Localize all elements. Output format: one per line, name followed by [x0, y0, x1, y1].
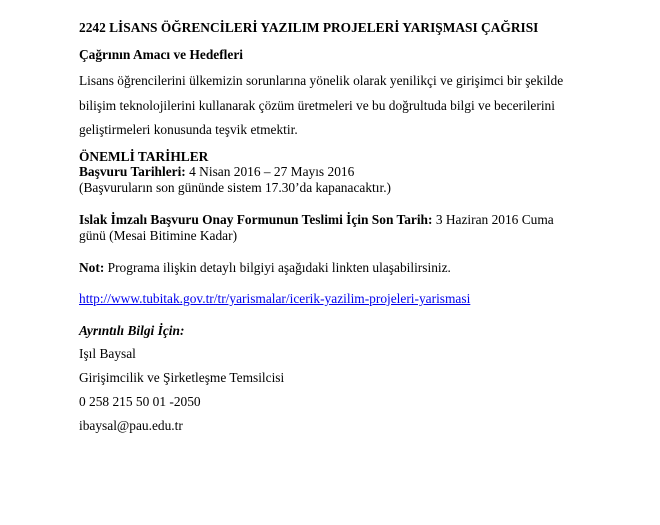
- program-link[interactable]: http://www.tubitak.gov.tr/tr/yarismalar/icerik-yazilim-projeleri-yarismasi: [79, 291, 471, 306]
- purpose-line-2: bilişim teknolojilerini kullanarak çözüm üretmeleri ve bu doğrultuda bilgi ve becerilerini: [79, 98, 555, 113]
- signed-form-deadline: [79, 212, 554, 228]
- contact-name: Işıl Baysal: [79, 346, 136, 361]
- signed-form-value: 3 Haziran 2016 Cuma: [432, 212, 554, 227]
- program-note: [79, 260, 451, 276]
- document-title: 2242 LİSANS ÖĞRENCİLERİ YAZILIM PROJELERİ YARIŞMASI ÇAĞRISI: [79, 20, 539, 35]
- application-dates: [79, 164, 354, 180]
- application-dates-label: Başvuru Tarihleri:: [79, 164, 186, 179]
- purpose-heading: Çağrının Amacı ve Hedefleri: [79, 47, 244, 62]
- purpose-line-3: geliştirmeleri konusunda teşvik etmektir.: [79, 122, 298, 137]
- application-note: (Başvuruların son gününde sistem 17.30’da kapanacaktır.): [79, 180, 391, 195]
- note-text: Programa ilişkin detaylı bilgiyi aşağıdaki linkten ulaşabilirsiniz.: [104, 260, 451, 275]
- dates-heading: ÖNEMLİ TARİHLER: [79, 149, 209, 164]
- purpose-line-1: Lisans öğrencilerini ülkemizin sorunlarına yönelik olarak yenilikçi ve girişimci bir şekilde: [79, 73, 564, 88]
- application-dates-value: 4 Nisan 2016 – 27 Mayıs 2016: [185, 164, 355, 179]
- contact-heading: Ayrıntılı Bilgi İçin:: [79, 323, 185, 338]
- note-label: Not:: [79, 260, 105, 275]
- contact-role: Girişimcilik ve Şirketleşme Temsilcisi: [79, 370, 285, 385]
- signed-form-value-line2: günü (Mesai Bitimine Kadar): [79, 228, 238, 243]
- contact-phone: 0 258 215 50 01 -2050: [79, 394, 201, 409]
- contact-email: ibaysal@pau.edu.tr: [79, 418, 183, 433]
- signed-form-label: Islak İmzalı Başvuru Onay Formunun Teslimi İçin Son Tarih:: [79, 212, 433, 227]
